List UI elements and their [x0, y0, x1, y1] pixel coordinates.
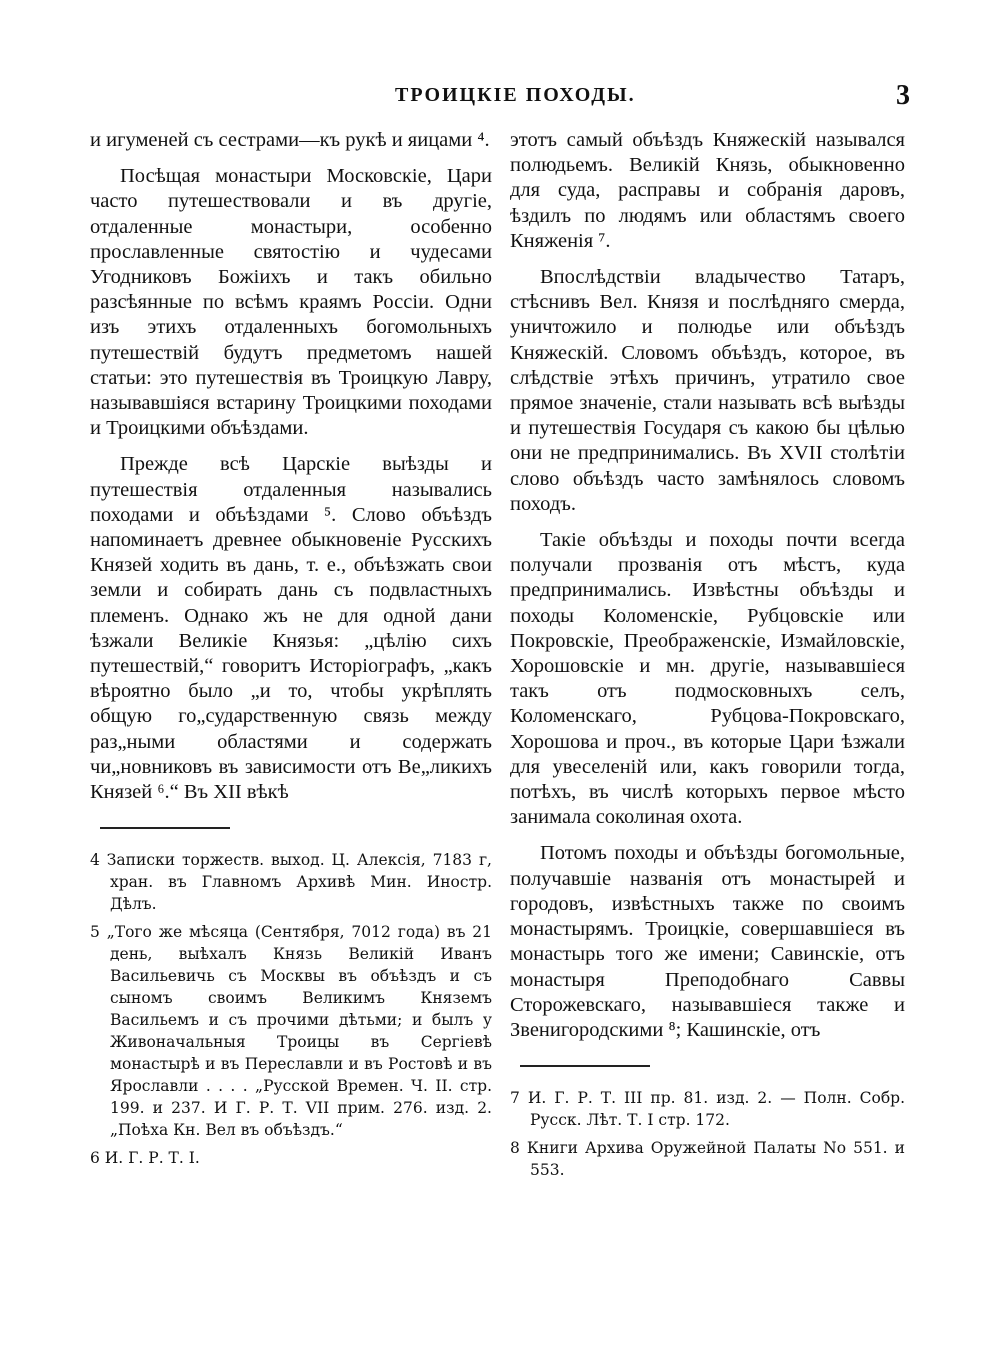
footnote: 7 И. Г. Р. Т. III пр. 81. изд. 2. — Полн. Собр. Русск. Лѣт. Т. I стр. 172. — [510, 1089, 905, 1130]
paragraph: и игуменей съ сестрами—къ рукѣ и яицами ⁴. — [90, 129, 490, 151]
paragraph: Такіе объѣзды и походы почти всегда получали прозванія отъ мѣстъ, куда предпринимались. Извѣстны объѣзды и походы Коломенскіе, Рубцовскіе или Покровскіе, Преображенскіе, Измайловскіе, Хорошовскіе и мн. другіе, называвшіеся такъ отъ подмосковныхъ селъ, Коломенскаго, Рубцова-Покровскаго, Хорошова и проч., въ которые Цари ѣзжали для увеселеній или, какъ говорили тогда, потѣхъ, въ числѣ которыхъ первое мѣсто занимала соколиная охота. — [510, 529, 905, 829]
footnote: 6 И. Г. Р. Т. I. — [90, 1149, 200, 1168]
paragraph: Потомъ походы и объѣзды богомольные, получавшіе названія отъ монастырей и городовъ, извѣстныхъ также по своимъ монастырямъ. Троицкіе, совершавшіеся въ монастырь того же имени; Савинскіе, отъ монастыря Преподобнаго Саввы Сторожевскаго, называвшіеся также и Звенигородскими ⁸; Кашинскіе, отъ — [510, 842, 905, 1041]
paragraph: Впослѣдствіи владычество Татаръ, стѣснивъ Вел. Князя и послѣдняго смерда, уничтожило и полюдье или объѣздъ Княжескій. Словомъ объѣздъ, которое, въ слѣдствіе этѣхъ причинъ, утратило свое прямое значеніе, стали называть всѣ выѣзды и путешествія Государя съ какою бы цѣлью они не предпринимались. Въ XVII столѣтіи слово объѣздъ часто замѣнялось словомъ походъ. — [510, 266, 905, 515]
running-title: ТРОИЦКІЕ ПОХОДЫ. — [395, 84, 636, 106]
footnote-divider — [100, 827, 230, 829]
paragraph: Посѣщая монастыри Московскіе, Цари часто путешествовали и въ другіе, отдаленные монастыри, особенно прославленные святостію и чудесами Угодниковъ Божіихъ и такъ обильно разсѣянные по всѣмъ краямъ Россіи. Одни изъ этихъ отдаленныхъ богомольныхъ путешествій будутъ предметомъ нашей статьи: это путешествія въ Троицкую Лавру, называвшіяся встарину Троицкими походами и Троицкими объѣздами. — [90, 165, 492, 440]
footnote: 4 Записки торжеств. выход. Ц. Алексія, 7183 г, хран. въ Главномъ Архивѣ Мин. Иностр. Дѣлъ. — [90, 851, 492, 914]
page-number: 3 — [896, 80, 910, 111]
right-column — [510, 128, 905, 1187]
footnote: 5 „Того же мѣсяца (Сентября, 7012 года) въ 21 день, выѣхалъ Князь Великій Иванъ Васильевичь съ Москвы въ объѣздъ и съ сыномъ своимъ Великимъ Княземъ Васильемъ и съ прочими дѣтьми; и былъ у Живоначальныя Троицы въ Сергіевѣ монастырѣ и въ Переславли и въ Ростовѣ и въ Ярославли . . . . „Русской Времен. Ч. II. стр. 199. и 237. И Г. Р. Т. VII прим. 276. изд. 2. „Поѣха Кн. Вел въ объѣздъ.“ — [90, 923, 492, 1140]
footnote: 8 Книги Архива Оружейной Палаты No 551. и 553. — [510, 1139, 905, 1180]
paragraph: Прежде всѣ Царскіе выѣзды и путешествія отдаленныя назывались походами и объѣздами ⁵. Слово объѣздъ напоминаетъ древнее обыкновеніе Русскихъ Князей ходить въ дань, т. е., объѣзжать свои земли и собирать дань съ подвластныхъ племенъ. Однако жъ не для одной дани ѣзжали Великіе Князья: „цѣлію сихъ путешествій,“ говоритъ Исторіографъ, „какъ вѣроятно было „и то, чтобы укрѣплять общую го„сударственную связь между раз„ными областями и содержать чи„новниковъ въ зависимости отъ Ве„ликихъ Князей ⁶.“ Въ XII вѣкѣ — [90, 453, 492, 804]
page-header — [90, 80, 910, 116]
left-column — [90, 128, 492, 1175]
paragraph: этотъ самый объѣздъ Княжескій назывался полюдьемъ. Великій Князь, обыкновенно для суда, расправы и собранія даровъ, ѣздилъ по людямъ или областямъ своего Княженія ⁷. — [510, 129, 905, 252]
footnote-divider — [520, 1065, 650, 1067]
